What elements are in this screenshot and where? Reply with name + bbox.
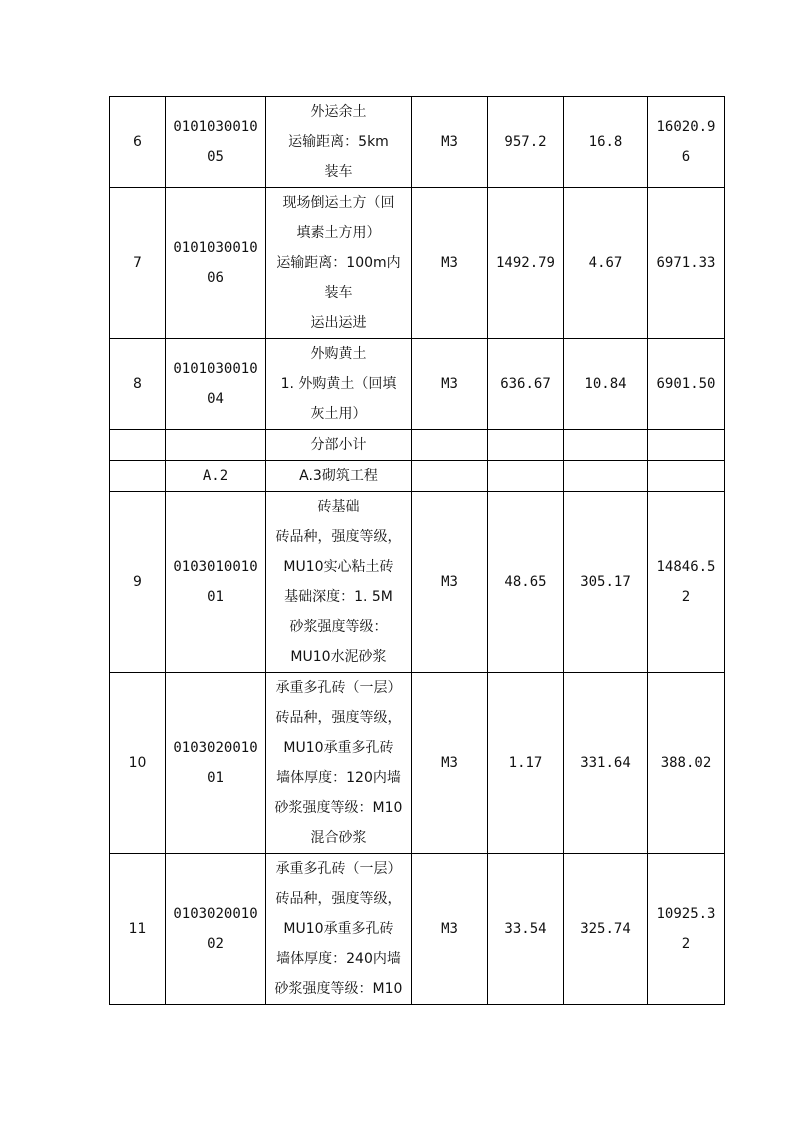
item-unit-price: 4.67: [564, 188, 648, 339]
item-total: 10925.3 2: [648, 854, 725, 1005]
item-quantity: 1.17: [488, 673, 564, 854]
table-row: [110, 492, 725, 673]
item-number: 10: [110, 673, 166, 854]
item-quantity: 957.2: [488, 97, 564, 188]
item-unit-price: 16.8: [564, 97, 648, 188]
item-description: 砖基础 砖品种，强度等级， MU10实心粘土砖 基础深度：1. 5M 砂浆强度等级： MU10水泥砂浆: [266, 492, 412, 673]
item-total: 6971.33: [648, 188, 725, 339]
section-name: A.3砌筑工程: [266, 461, 412, 492]
item-code: 0103020010 02: [166, 854, 266, 1005]
item-number: 9: [110, 492, 166, 673]
item-quantity: 48.65: [488, 492, 564, 673]
subtotal-row: [110, 430, 725, 461]
item-unit-price: 331.64: [564, 673, 648, 854]
item-description: 外购黄土 1. 外购黄土（回填 灰土用）: [266, 339, 412, 430]
section-header-row: [110, 461, 725, 492]
item-total: 16020.9 6: [648, 97, 725, 188]
item-number: 6: [110, 97, 166, 188]
item-unit: M3: [412, 673, 488, 854]
item-total: 388.02: [648, 673, 725, 854]
item-code: 0101030010 05: [166, 97, 266, 188]
item-code: 0101030010 04: [166, 339, 266, 430]
item-description: 承重多孔砖（一层） 砖品种，强度等级， MU10承重多孔砖 墙体厚度：240内墙 砂浆强度等级：M10: [266, 854, 412, 1005]
item-number: 7: [110, 188, 166, 339]
item-unit: M3: [412, 854, 488, 1005]
table-row: [110, 97, 725, 188]
table-row: [110, 673, 725, 854]
item-code: 0103020010 01: [166, 673, 266, 854]
item-description: 承重多孔砖（一层） 砖品种，强度等级， MU10承重多孔砖 墙体厚度：120内墙 砂浆强度等级：M10 混合砂浆: [266, 673, 412, 854]
item-description: 外运余土 运输距离：5km 装车: [266, 97, 412, 188]
subtotal-label: 分部小计: [266, 430, 412, 461]
item-number: 11: [110, 854, 166, 1005]
item-unit-price: 325.74: [564, 854, 648, 1005]
item-number: 8: [110, 339, 166, 430]
item-unit-price: 10.84: [564, 339, 648, 430]
item-unit: M3: [412, 97, 488, 188]
item-unit: M3: [412, 188, 488, 339]
item-description: 现场倒运土方（回 填素土方用） 运输距离：100m内 装车 运出运进: [266, 188, 412, 339]
item-total: 6901.50: [648, 339, 725, 430]
item-quantity: 1492.79: [488, 188, 564, 339]
item-quantity: 33.54: [488, 854, 564, 1005]
table-row: [110, 854, 725, 1005]
item-quantity: 636.67: [488, 339, 564, 430]
bill-of-quantities-table: [109, 96, 725, 1005]
item-code: 0101030010 06: [166, 188, 266, 339]
section-code: A.2: [166, 461, 266, 492]
item-unit-price: 305.17: [564, 492, 648, 673]
item-unit: M3: [412, 492, 488, 673]
table-row: [110, 188, 725, 339]
item-unit: M3: [412, 339, 488, 430]
item-code: 0103010010 01: [166, 492, 266, 673]
item-total: 14846.5 2: [648, 492, 725, 673]
table-row: [110, 339, 725, 430]
